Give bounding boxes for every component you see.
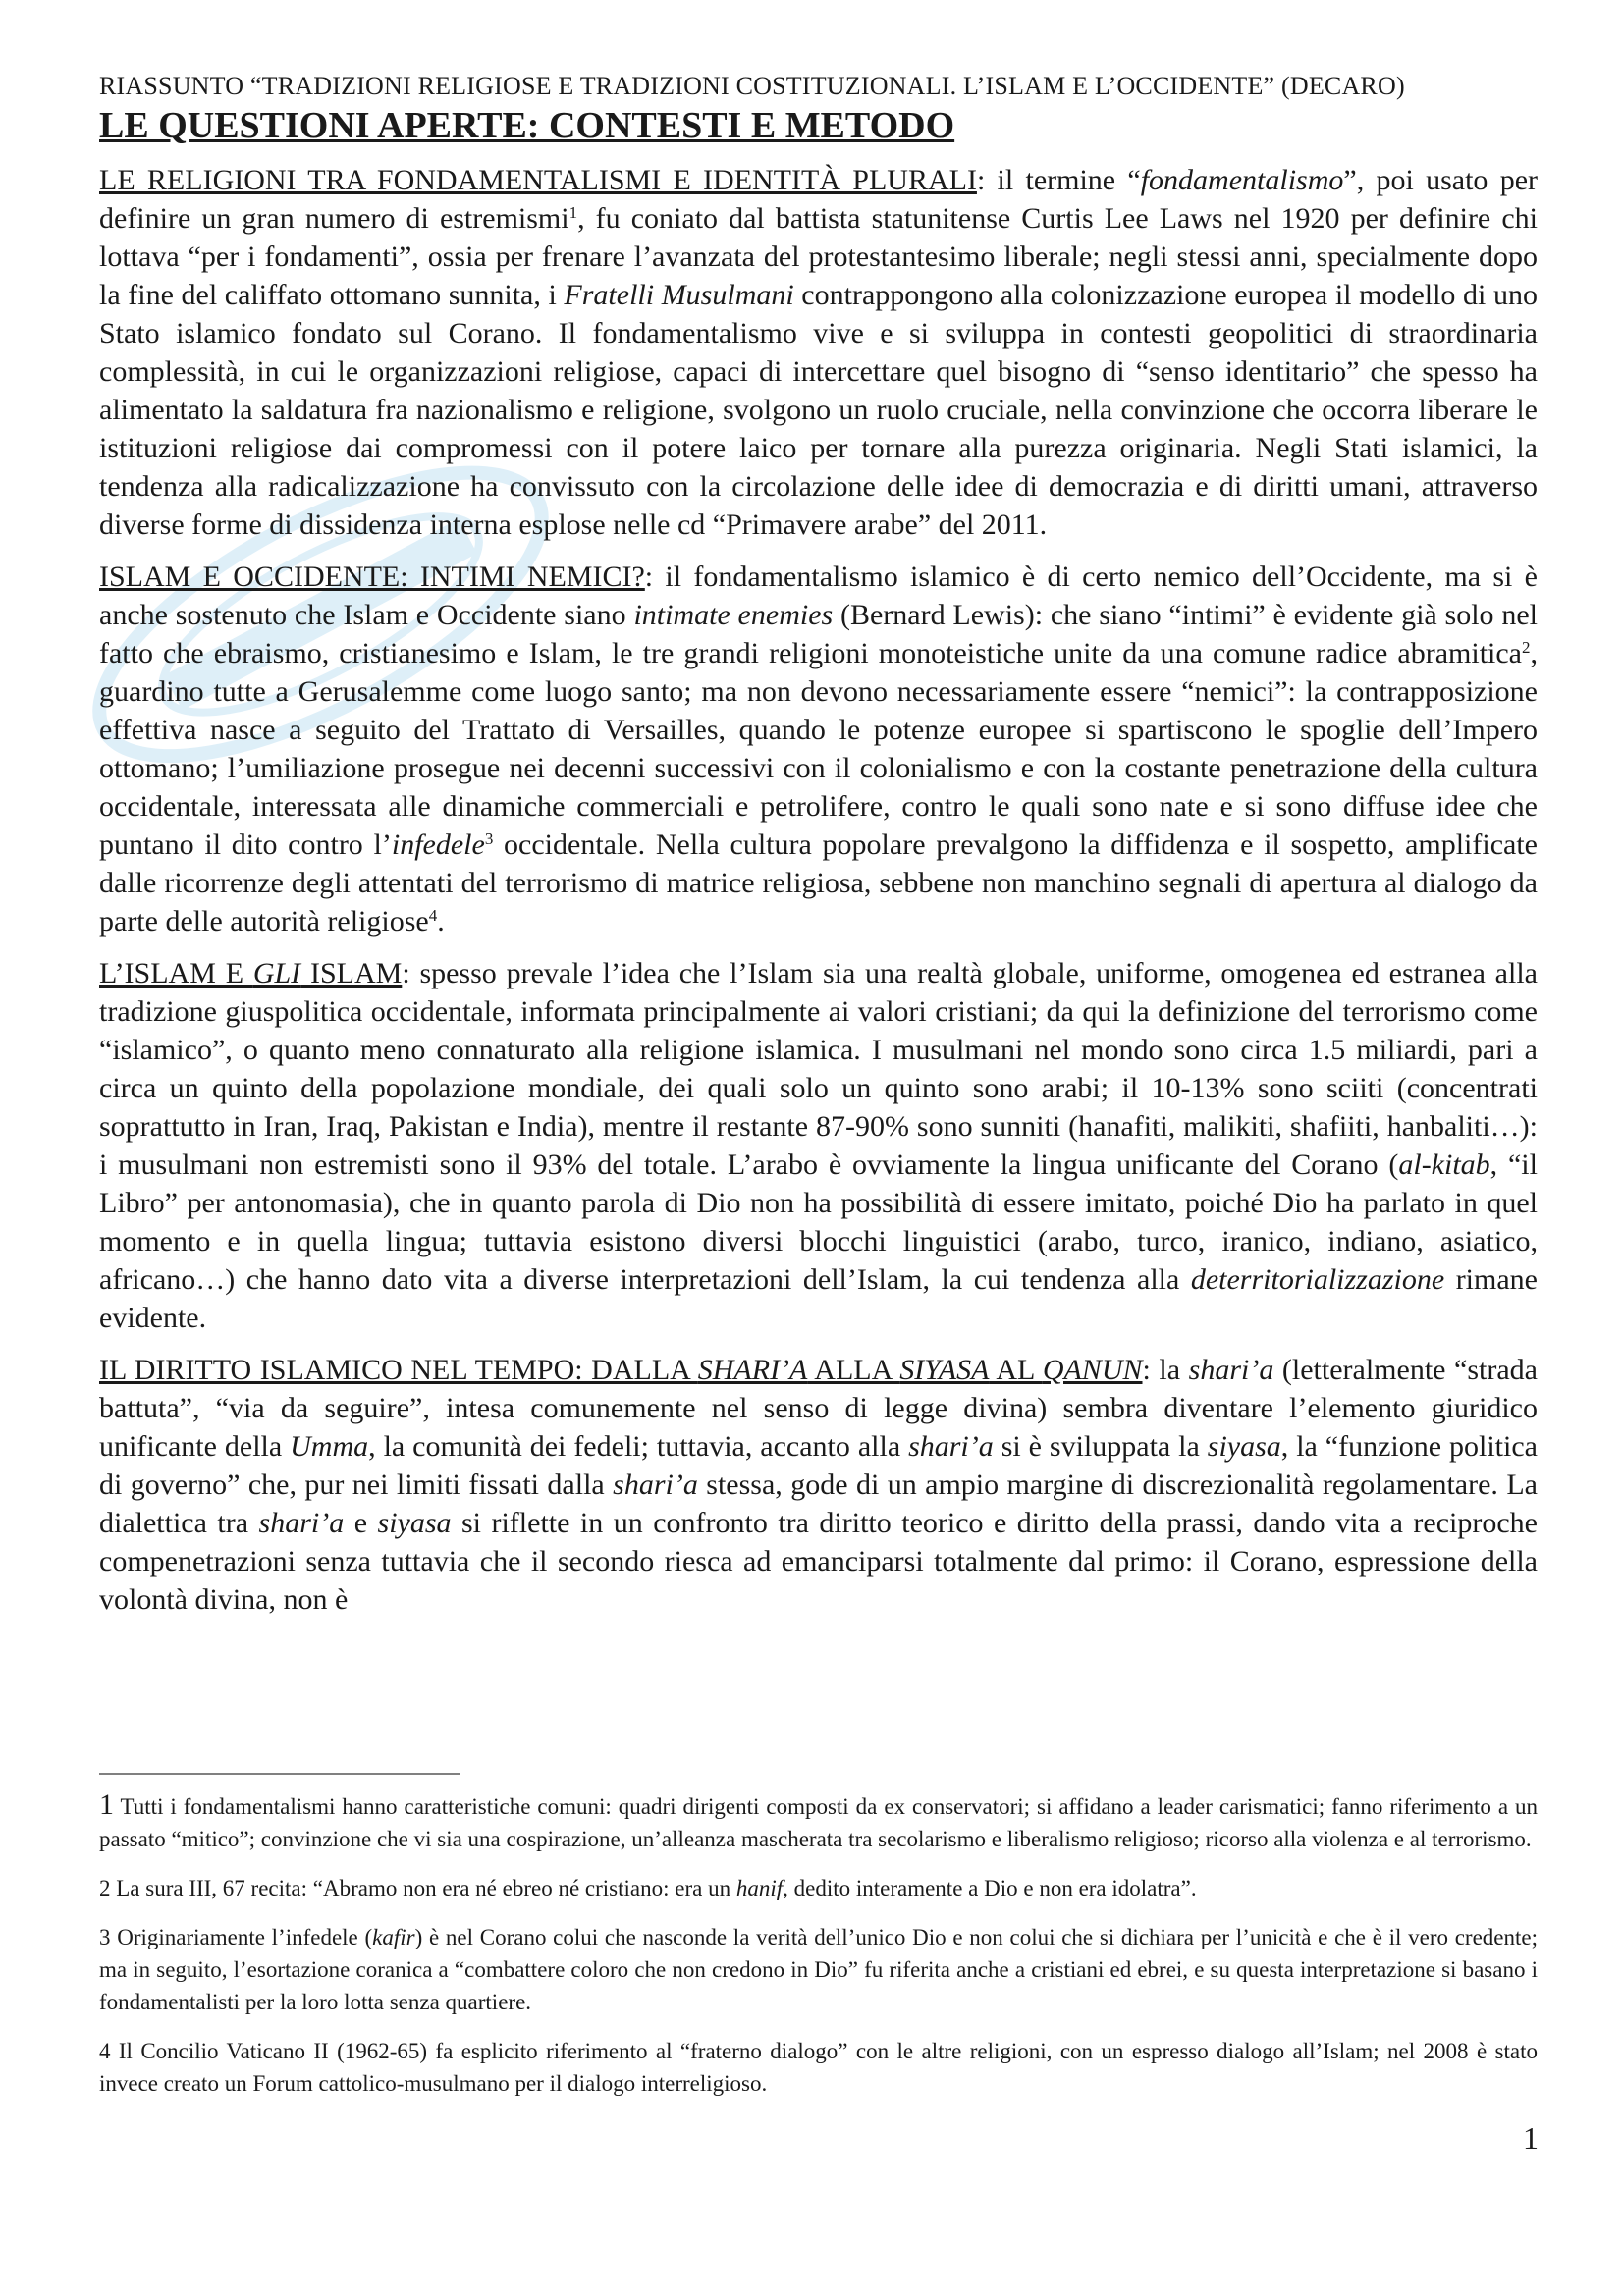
page-number: 1 [1523, 2120, 1539, 2156]
footnotes [99, 1789, 1538, 2116]
footnote-separator [99, 1773, 460, 1775]
footnote-3: 3 Originariamente l’infedele (kafir) è nel Corano colui che nasconde la verità dell’unico Dio e non colui che si dichiara per l’unicità e che è il vero credente; ma in seguito, l’esortazione coranica a “combattere coloro che non credono in Dio” fu riferita anche a cristiani ed ebrei, e su questa interpretazione si basano i fondamentalisti per la loro lotta senza quartiere. [99, 1925, 1538, 2014]
running-head: RIASSUNTO “TRADIZIONI RELIGIOSE E TRADIZIONI COSTITUZIONALI. L’ISLAM E L’OCCIDENTE” (DECARO) [99, 72, 1405, 100]
section-title: LE QUESTIONI APERTE: CONTESTI E METODO [99, 105, 955, 146]
paragraph-diritto-islamico: IL DIRITTO ISLAMICO NEL TEMPO: DALLA SHARI’A ALLA SIYASA AL QANUN: la shari’a (letteralmente “strada battuta”, “via da seguire”, intesa comunemente nel senso di legge divina) sembra diventare l’elemento giuridico unificante della Umma, la comunità dei fedeli; tuttavia, accanto alla shari’a si è sviluppata la siyasa, la “funzione politica di governo” che, pur nei limiti fissati dalla shari’a stessa, gode di un ampio margine di discrezionalità regolamentare. La dialettica tra shari’a e siyasa si riflette in un confronto tra diritto teorico e diritto della prassi, dando vita a reciproche compenetrazioni senza tuttavia che il secondo riesca ad emanciparsi totalmente dal primo: il Corano, espressione della volontà divina, non è [99, 1354, 1538, 1616]
paragraph-heading: ISLAM E OCCIDENTE: INTIMI NEMICI? [99, 561, 645, 593]
footnote-4: 4 Il Concilio Vaticano II (1962-65) fa esplicito riferimento al “fraterno dialogo” con le altre religioni, con un espresso dialogo all’Islam; nel 2008 è stato invece creato un Forum cattolico-musulmano per il dialogo interreligioso. [99, 2039, 1538, 2096]
footnote-ref[interactable]: 3 [484, 829, 494, 848]
paragraph-fondamentalismi: LE RELIGIONI TRA FONDAMENTALISMI E IDENTITÀ PLURALI: il termine “fondamentalismo”, poi usato per definire un gran numero di estremismi$^1$, fu coniato dal battista statunitense Curtis Lee Laws nel 1920 per definire chi lottava “per i fondamenti”, ossia per frenare l’avanzata del protestantesimo liberale; negli stessi anni, specialmente dopo la fine del califfato ottomano sunnita, i Fratelli Musulmani contrappongono alla colonizzazione europea il modello di uno Stato islamico fondato sul Corano. Il fondamentalismo vive e si sviluppa in contesti geopolitici di straordinaria complessità, in cui le organizzazioni religiose, capaci di intercettare quel bisogno di “senso identitario” che spesso ha alimentato la saldatura fra nazionalismo e religione, svolgono un ruolo cruciale, nella convinzione che occorra liberare le istituzioni religiose dai compromessi con il potere laico per tornare alla purezza originaria. Negli Stati islamici, la tendenza alla radicalizzazione ha convissuto con la circolazione delle idee di democrazia e di diritti umani, attraverso diverse forme di dissidenza interna esplose nelle cd “Primavere arabe” del 2011. [99, 164, 1538, 541]
footnote-number: 1 [99, 1789, 114, 1821]
paragraph-gli-islam: L’ISLAM E GLI ISLAM: spesso prevale l’idea che l’Islam sia una realtà globale, uniforme, omogenea ed estranea alla tradizione giuspolitica occidentale, informata principalmente ai valori cristiani; da qui la definizione del terrorismo come “islamico”, o quanto meno connaturato alla religione islamica. I musulmani nel mondo sono circa 1.5 miliardi, pari a circa un quinto della popolazione mondiale, dei quali solo un quinto sono arabi; il 10-13% sono sciiti (concentrati soprattutto in Iran, Iraq, Pakistan e India), mentre il restante 87-90% sono sunniti (hanafiti, malikiti, shafiiti, hanbaliti…): i musulmani non estremisti sono il 93% del totale. L’arabo è ovviamente la lingua unificante del Corano (al-kitab, “il Libro” per antonomasia), che in quanto parola di Dio non ha possibilità di essere imitato, poiché Dio ha parlato in quel momento e in quella lingua; tuttavia esistono diversi blocchi linguistici (arabo, turco, iranico, indiano, asiatico, africano…) che hanno dato vita a diverse interpretazioni dell’Islam, la cui tendenza alla deterritorializzazione rimane evidente. [99, 957, 1538, 1334]
paragraph-heading: LE RELIGIONI TRA FONDAMENTALISMI E IDENTITÀ PLURALI [99, 164, 977, 196]
footnote-number: 4 [99, 2039, 111, 2063]
footnote-number: 2 [99, 1876, 111, 1900]
footnote-2: 2 La sura III, 67 recita: “Abramo non era né ebreo né cristiano: era un hanif, dedito interamente a Dio e non era idolatra”. [99, 1876, 1197, 1900]
page-body [99, 71, 1538, 1632]
footnote-number: 3 [99, 1925, 111, 1949]
paragraph-intimi-nemici: ISLAM E OCCIDENTE: INTIMI NEMICI?: il fondamentalismo islamico è di certo nemico dell’Occidente, ma si è anche sostenuto che Islam e Occidente siano intimate enemies (Bernard Lewis): che siano “intimi” è evidente già solo nel fatto che ebraismo, cristianesimo e Islam, le tre grandi religioni monoteistiche unite da una comune radice abramitica$^2$, guardino tutte a Gerusalemme come luogo santo; ma non devono necessariamente essere “nemici”: la contrapposizione effettiva nasce a seguito del Trattato di Versailles, quando le potenze europee si spartiscono le spoglie dell’Impero ottomano; l’umiliazione prosegue nei decenni successivi con il colonialismo e con la costante penetrazione della cultura occidentale, interessata alle dinamiche commerciali e petrolifere, contro le quali sono nate e si sono diffuse idee che puntano il dito contro l’infedele$^3$ occidentale. Nella cultura popolare prevalgono la diffidenza e il sospetto, amplificate dalle ricorrenze degli attentati del terrorismo di matrice religiosa, sebbene non manchino segnali di apertura al dialogo da parte delle autorità religiose$^4$. [99, 561, 1538, 937]
footnote-1: 1 Tutti i fondamentalismi hanno caratteristiche comuni: quadri dirigenti composti da ex conservatori; si affidano a leader carismatici; fanno riferimento a un passato “mitico”; convinzione che vi sia una cospirazione, un’alleanza mascherata tra secolarismo e liberalismo religioso; ricorso alla violenza e al terrorismo. [99, 1789, 1538, 1851]
footnote-ref[interactable]: 1 [568, 203, 578, 222]
paragraph-heading: IL DIRITTO ISLAMICO NEL TEMPO: DALLA SHARI’A ALLA SIYASA AL QANUN [99, 1354, 1143, 1386]
footnote-ref[interactable]: 4 [428, 906, 438, 925]
footnote-ref[interactable]: 2 [1522, 638, 1531, 657]
paragraph-heading: L’ISLAM E GLI ISLAM [99, 957, 403, 989]
